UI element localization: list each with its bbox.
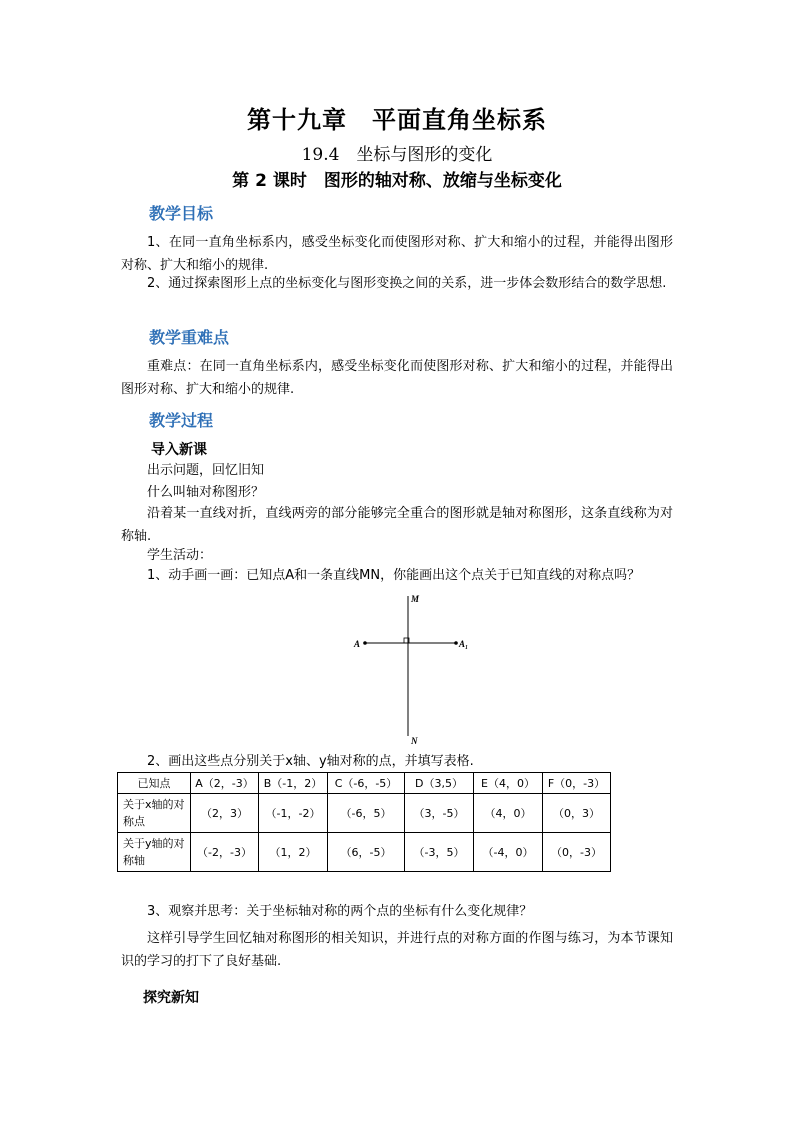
table-cell: （-6，5） (328, 794, 405, 833)
table-cell: （-4，0） (474, 833, 543, 872)
table-cell: C（-6，-5） (328, 773, 405, 794)
table-cell: （0，3） (543, 794, 611, 833)
table-row-label: 关于x轴的对称点 (118, 794, 191, 833)
table-cell: （2，3） (191, 794, 259, 833)
table-cell: （-3，5） (405, 833, 474, 872)
table-cell: （4，0） (474, 794, 543, 833)
label-a1: A₁ (459, 639, 469, 649)
key-points-text: 重难点：在同一直角坐标系内，感受坐标变化而使图形对称、扩大和缩小的过程，并能得出图形对称、扩大和缩小的规律. (121, 359, 673, 397)
summary-text: 这样引导学生回忆轴对称图形的相关知识，并进行点的对称方面的作图与练习，为本节课知识的学习的打下了良好基础. (121, 931, 673, 969)
table-cell: B（-1，2） (259, 773, 328, 794)
table-cell: A（2，-3） (191, 773, 259, 794)
label-a: A (354, 639, 361, 649)
goal-item-2: 2、通过探索图形上点的坐标变化与图形变换之间的关系，进一步体会数形结合的数学思想. (147, 276, 667, 291)
intro-heading: 导入新课 (151, 442, 207, 458)
table-header-row (118, 773, 611, 794)
table-cell: D（3,5） (405, 773, 474, 794)
process-heading: 教学过程 (149, 411, 214, 430)
section-title: 19.4 坐标与图形的变化 (301, 145, 493, 165)
table-row (118, 794, 611, 833)
table-cell: （1，2） (259, 833, 328, 872)
point-a1 (454, 641, 458, 645)
label-n: N (411, 736, 418, 746)
table-cell: （-2，-3） (191, 833, 259, 872)
symmetry-table (117, 772, 611, 872)
lesson-title: 第 2 课时 图形的轴对称、放缩与坐标变化 (232, 171, 562, 191)
table-cell: （6，-5） (328, 833, 405, 872)
intro-line-2: 什么叫轴对称图形？ (147, 485, 265, 500)
table-row-label: 关于y轴的对称轴 (118, 833, 191, 872)
explore-heading: 探究新知 (143, 990, 199, 1006)
table-row (118, 833, 611, 872)
table-cell: F（0，-3） (543, 773, 611, 794)
table-cell: （3，-5） (405, 794, 474, 833)
task-2: 2、画出这些点分别关于x轴、y轴对称的点，并填写表格. (147, 754, 474, 769)
table-cell: （0，-3） (543, 833, 611, 872)
task-3: 3、观察并思考：关于坐标轴对称的两个点的坐标有什么变化规律？ (147, 904, 533, 919)
table-cell: 已知点 (118, 773, 191, 794)
goal-item-1: 1、在同一直角坐标系内，感受坐标变化而使图形对称、扩大和缩小的过程，并能得出图形对称、扩大和缩小的规律. (121, 235, 673, 273)
activity-label: 学生活动： (147, 548, 213, 563)
label-m: M (411, 594, 420, 604)
goals-heading: 教学目标 (149, 204, 214, 223)
task-1: 1、动手画一画：已知点A和一条直线MN，你能画出这个点关于已知直线的对称点吗？ (147, 568, 641, 583)
table-cell: （-1，-2） (259, 794, 328, 833)
chapter-title: 第十九章 平面直角坐标系 (247, 106, 547, 134)
symmetry-diagram (340, 588, 480, 748)
intro-line-1: 出示问题，回忆旧知 (147, 463, 265, 478)
point-a (363, 641, 367, 645)
key-points-heading: 教学重难点 (149, 328, 230, 347)
table-cell: E（4，0） (474, 773, 543, 794)
definition-answer: 沿着某一直线对折，直线两旁的部分能够完全重合的图形就是轴对称图形，这条直线称为对称轴. (121, 506, 673, 544)
